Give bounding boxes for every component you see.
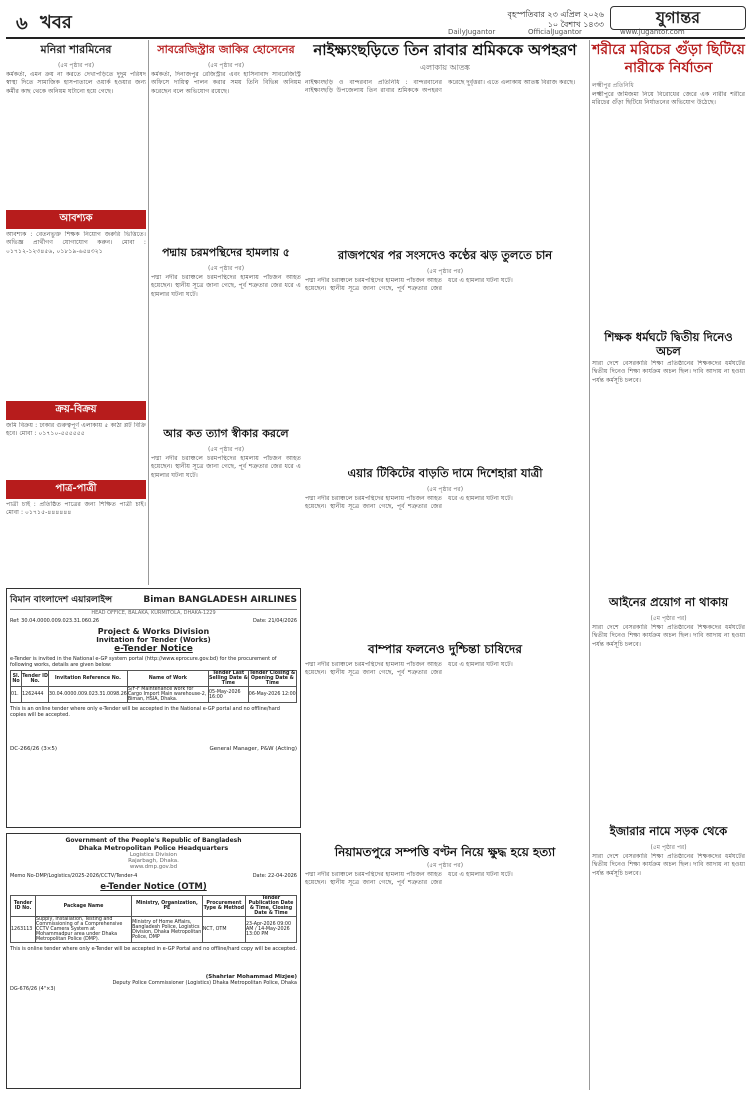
biman-division: Project & Works Division xyxy=(97,627,210,636)
article-padma: পদ্মা নদীর চরাঞ্চলে চরমপন্থিদের হামলায় পাঁচজন আহত হয়েছেন। স্থানীয় সূত্রে জানা গেছে, পূর্ব শত্রুতার জের ধরে এ হামলার ঘটনা ঘটে। xyxy=(151,274,301,298)
dmp-address: Rajarbagh, Dhaka. xyxy=(128,858,179,864)
continued-label: (৫ম পৃষ্ঠার পর) xyxy=(650,844,687,851)
table-header: Tender Closing & Opening Date & Time xyxy=(249,671,296,686)
newspaper-logo: যুগান্তর xyxy=(610,6,746,30)
table-header: Tender ID No. xyxy=(11,896,36,917)
dmp-gov: Government of the People's Republic of Bangladesh xyxy=(65,837,242,844)
rajpoth-article xyxy=(305,247,585,811)
biman-logo-en: Biman BANGLADESH AIRLINES xyxy=(143,594,297,605)
pepper-article xyxy=(592,41,745,326)
article-lease: সারা দেশে বেসরকারি শিক্ষা প্রতিষ্ঠানের শিক্ষকদের ধর্মঘটের দ্বিতীয় দিনেও শিক্ষা কার্যক্রম অচল ছিল। দাবি আদায় না হওয়া পর্যন্ত কর্মসূচি চলবে। xyxy=(592,853,745,877)
left-column xyxy=(6,41,146,566)
table-cell: 01. xyxy=(11,687,22,703)
continued-label: (৫ম পৃষ্ঠার পর) xyxy=(207,446,245,453)
biman-intro: e-Tender is invited in the National e-GP system portal (http://www.eprocure.gov.bd) for the procurement of following works, details are given below: xyxy=(10,656,277,668)
continued-label: (৫ম পৃষ্ঠার পর) xyxy=(426,486,464,493)
article-kidnap: নাইক্ষ্যংছড়ি ও বান্দরবান প্রতিনিধি : বান্দরবানের নাইক্ষ্যংছড়ি উপজেলায় তিন রাবার শ্রমিককে অপহরণ করেছে দুর্বৃত্তরা। এতে এলাকায় আতঙ্ক বিরাজ করছে। xyxy=(305,79,576,95)
ads-heading: আবশ্যক xyxy=(6,210,146,229)
article-monira: কর্মকর্তা, এমন ক্রয় না করতে দেখাপড়িতে দুদুম পরিষদ স্বাস্থ্য দিতে সামাজিক হাসপাতালে ওয়ার্ক হওয়ার জন্য কর্মীর কাছ থেকে অনিয়ম ঘটানো হয়ে গেছে। xyxy=(6,71,146,95)
article-law: সারা দেশে বেসরকারি শিক্ষা প্রতিষ্ঠানের শিক্ষকদের ধর্মঘটের দ্বিতীয় দিনেও শিক্ষা কার্যক্রম অচল ছিল। দাবি আদায় না হওয়া পর্যন্ত কর্মসূচি চলবে। xyxy=(592,624,745,648)
headline-kidnap: নাইক্ষ্যংছড়িতে তিন রাবার শ্রমিককে অপহরণ xyxy=(313,41,577,59)
page-number: ৬ xyxy=(16,13,28,34)
article-bumper: পদ্মা নদীর চরাঞ্চলে চরমপন্থিদের হামলায় পাঁচজন আহত হয়েছেন। স্থানীয় সূত্রে জানা গেছে, পূর্ব শত্রুতার জের ধরে এ হামলার ঘটনা ঘটে। xyxy=(305,661,513,677)
column-divider xyxy=(589,40,590,1090)
dmp-division: Logistics Division xyxy=(129,852,178,858)
social-website: www.jugantor.com xyxy=(620,28,685,36)
headline-teacher-strike: শিক্ষক ধর্মঘটে দ্বিতীয় দিনেও অচল xyxy=(604,330,733,358)
dmp-signature: (Shahriar Mohammad Mizjee) xyxy=(205,974,297,980)
headline-law: আইনের প্রয়োগ না থাকায় xyxy=(608,595,729,609)
headline-monira: মনিরা শারমিনের xyxy=(40,43,112,56)
dmp-memo: Memo No-DMP/Logistics/2025-2026/CCTV/Tender-4 xyxy=(10,873,138,879)
table-header: Package Name xyxy=(35,896,131,917)
table-cell: 1262444 xyxy=(22,687,49,703)
continued-label: (৫ম পৃষ্ঠার পর) xyxy=(426,268,464,275)
continued-label: (৫ম পৃষ্ঠার পর) xyxy=(57,62,95,69)
header-rule xyxy=(6,37,745,39)
dmp-signature-title: Deputy Police Commissioner (Logistics) Dhaka Metropolitan Police, Dhaka xyxy=(112,980,297,986)
dmp-note: This is online tender where only e-Tender will be accepted in e-GP Portal and no offline/hard copy will be accepted. xyxy=(10,946,297,952)
biman-logo-bn: বিমান বাংলাদেশ এয়ারলাইন্স xyxy=(10,595,113,605)
issue-date: বৃহস্পতিবার ২৩ এপ্রিল ২০২৬ ১০ বৈশাখ ১৪৩৩ xyxy=(507,10,604,29)
table-cell: NCT, OTM xyxy=(202,917,245,943)
table-cell: S/F-F Maintenance work for Cargo Import Main warehouse-2, Biman, HSIA, Dhaka. xyxy=(127,687,208,703)
headline-niamatpur: নিয়ামতপুরে সম্পত্তি বণ্টন নিয়ে ক্ষুদ্ধ হয়ে হত্যা xyxy=(334,845,556,859)
kidnap-article xyxy=(305,41,585,219)
column-divider xyxy=(148,40,149,585)
table-cell: Ministry of Home Affairs, Bangladesh Police, Logistics Division, Dhaka Metropolitan Police, DMP xyxy=(132,917,203,943)
headline-zakir: সাবরেজিস্ট্রার জাকির হোসেনের xyxy=(157,43,295,56)
biman-address: HEAD OFFICE, BALAKA, KURMITOLA, DHAKA-1229 xyxy=(91,610,216,616)
biman-note: This is an online tender where only e-Tender will be accepted in the National e-GP portal and no offline/hard copies will be accepted. xyxy=(10,706,280,718)
headline-bumper: বাম্পার ফলনেও দুশ্চিন্তা চাষিদের xyxy=(368,642,522,656)
continued-label: (৫ম পৃষ্ঠার পর) xyxy=(426,862,464,869)
buy-sell-text: জমি বিক্রয় : ঢাকার গুরুত্বপূর্ণ এলাকায় ৫ কাঠা প্লট বিক্রি হবে। মোবা : ০১৭১০-৫৫৫৫৫৫ xyxy=(6,422,146,438)
article-sacrifice: পদ্মা নদীর চরাঞ্চলে চরমপন্থিদের হামলায় পাঁচজন আহত হয়েছেন। স্থানীয় সূত্রে জানা গেছে, পূর্ব শত্রুতার জের ধরে এ হামলার ঘটনা ঘটে। xyxy=(151,455,301,479)
right-column xyxy=(592,330,745,1094)
padma-article xyxy=(151,244,301,605)
headline-rajpoth: রাজপথের পর সংসদেও কণ্ঠের ঝড় তুলতে চান xyxy=(337,248,553,262)
biman-signature: General Manager, P&W (Acting) xyxy=(209,746,297,752)
table-header: Tender Last Selling Date & Time xyxy=(209,671,248,686)
continued-label: (৫ম পৃষ্ঠার পর) xyxy=(650,615,687,622)
dmp-ad-code: DG-676/26 (4"×3) xyxy=(10,986,56,992)
matrimony-text: পাত্রী চাই : প্রতিষ্ঠিত পাত্রের জন্য শিক্ষিত পাত্রী চাই। মোবা : ০১৭১৫-৪৪৪৪৪৪ xyxy=(6,501,146,517)
biman-tender-ad xyxy=(6,588,301,828)
article-niamatpur: পদ্মা নদীর চরাঞ্চলে চরমপন্থিদের হামলায় পাঁচজন আহত হয়েছেন। স্থানীয় সূত্রে জানা গেছে, পূর্ব শত্রুতার জের ধরে এ হামলার ঘটনা ঘটে। xyxy=(305,871,513,887)
biman-notice-title: e-Tender Notice xyxy=(114,644,193,654)
table-header: Tender ID No. xyxy=(22,671,49,687)
social-facebook: DailyJugantor xyxy=(448,28,496,36)
article-zakir: কর্মকর্তা, দিনাজপুর রেজিস্ট্রার এবং হাসিনাবাদ সাবরেজিস্ট্রি অফিসে দায়িত্ব পালন করার সময় তিনি বিভিন্ন অনিয়ম করেছেন বলে অভিযোগ রয়েছে। xyxy=(151,71,301,95)
article-rajpoth: পদ্মা নদীর চরাঞ্চলে চরমপন্থিদের হামলায় পাঁচজন আহত হয়েছেন। স্থানীয় সূত্রে জানা গেছে, পূর্ব শত্রুতার জের ধরে এ হামলার ঘটনা ঘটে। xyxy=(305,277,513,293)
table-cell: 06-May-2026 12:00 xyxy=(248,687,296,703)
table-cell: 1263113 xyxy=(11,917,36,943)
article-air-ticket: পদ্মা নদীর চরাঞ্চলে চরমপন্থিদের হামলায় পাঁচজন আহত হয়েছেন। স্থানীয় সূত্রে জানা গেছে, পূর্ব শত্রুতার জের ধরে এ হামলার ঘটনা ঘটে। xyxy=(305,495,513,511)
table-header: Name of Work xyxy=(127,671,208,687)
headline-sacrifice: আর কত ত্যাগ স্বীকার করলে xyxy=(163,427,289,440)
article-pepper: লক্ষ্মীপুরে জমিজমা নিয়ে বিরোধের জেরে এক নারীর শরীরে মরিচের গুঁড়া ছিটিয়ে নির্যাতনের অভিযোগ উঠেছে। xyxy=(592,91,745,107)
col2-article xyxy=(151,41,301,261)
byline-pepper: লক্ষ্মীপুর প্রতিনিধি xyxy=(592,82,634,89)
table-header: Ministry, Organization, PE xyxy=(132,896,203,917)
biman-ad-code: DC-266/26 (3×5) xyxy=(10,746,58,752)
classified-ads: আবশ্যক : বেতনভুক্ত শিক্ষক নিয়োগ জরুরি ভিত্তিতে। অভিজ্ঞ প্রার্থীগণ যোগাযোগ করুন। মোবা : ০১৭১২-১২৩৪৫৬, ০১৮১৯-৬৫৪৩২১ xyxy=(6,231,146,255)
table-cell: Supply, Installation, Testing and Commissioning of a Comprehensive CCTV Camera System at Mohammadpur area under Dhaka Metropolitan Police (DMP). xyxy=(35,917,131,943)
buy-sell-heading: ক্রয়-বিক্রয় xyxy=(6,401,146,420)
headline-lease: ইজারার নামে সড়ক থেকে xyxy=(609,824,728,838)
dmp-website[interactable]: www.dmp.gov.bd xyxy=(129,864,178,870)
section-title: খবর xyxy=(40,12,72,33)
headline-air-ticket: এয়ার টিকিটের বাড়তি দামে দিশেহারা যাত্রী xyxy=(347,466,543,480)
dmp-notice-title: e-Tender Notice (OTM) xyxy=(100,882,207,892)
dmp-tender-ad xyxy=(6,833,301,1089)
headline-pepper: শরীরে মরিচের গুঁড়া ছিটিয়ে নারীকে নির্যাতন xyxy=(592,42,745,76)
biman-invitation: Invitation for Tender (Works) xyxy=(96,636,211,644)
matrimony-heading: পাত্র-পাত্রী xyxy=(6,480,146,499)
headline-padma: পদ্মায় চরমপন্থিদের হামলায় ৫ xyxy=(162,246,290,259)
dmp-date: Date: 22-04-2026 xyxy=(252,873,297,879)
biman-memo: Ref: 30.04.0000.009.023.31.060.26 xyxy=(10,618,100,624)
table-cell: 23-Apr-2026 09:00 AM / 14-May-2026 13:00 PM xyxy=(246,917,297,943)
biman-tender-table xyxy=(10,670,297,703)
dmp-name: Dhaka Metropolitan Police Headquarters xyxy=(78,844,229,852)
article-teacher-strike: সারা দেশে বেসরকারি শিক্ষা প্রতিষ্ঠানের শিক্ষকদের ধর্মঘটের দ্বিতীয় দিনেও শিক্ষা কার্যক্রম অচল ছিল। দাবি আদায় না হওয়া পর্যন্ত কর্মসূচি চলবে। xyxy=(592,360,745,384)
table-header: Invitation Reference No. xyxy=(48,671,127,687)
subheadline-kidnap: এলাকায় আতঙ্ক xyxy=(420,63,470,72)
table-header: Sl. No xyxy=(11,671,22,687)
niamatpur-article xyxy=(305,845,585,1091)
continued-label: (৫ম পৃষ্ঠার পর) xyxy=(207,62,245,69)
continued-label: (৫ম পৃষ্ঠার পর) xyxy=(207,265,245,272)
table-cell: 05-May-2026 16:00 xyxy=(209,687,249,703)
table-cell: 30.04.0000.009.023.31.0098.26 xyxy=(48,687,127,703)
social-instagram: OfficialJugantor xyxy=(528,28,582,36)
dmp-tender-table xyxy=(10,895,297,943)
table-header: Procurement Type & Method xyxy=(202,896,245,917)
table-header: Tender Publication Date & Time, Closing Date & Time xyxy=(246,896,297,917)
biman-date: Date: 21/04/2026 xyxy=(252,618,297,624)
